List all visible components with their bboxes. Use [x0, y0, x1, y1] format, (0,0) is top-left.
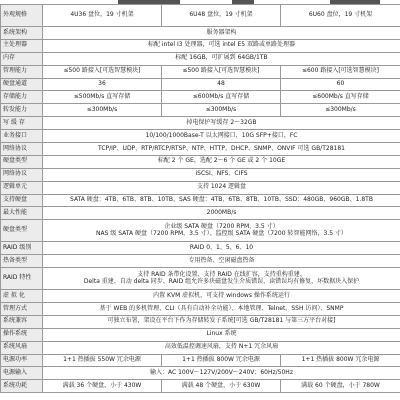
- row-label: 最大性能: [1, 207, 43, 220]
- spec-row: [1, 341, 400, 354]
- row-cell: ≤600 路接入[可选智慧模块]: [281, 65, 400, 78]
- row-cell: ≤300Mb/s: [162, 104, 281, 117]
- row-label: 逻辑单元: [1, 181, 43, 194]
- header-model: 6U48 盘位，19 寸机架: [162, 5, 281, 27]
- spec-row: [1, 27, 400, 40]
- spec-row: [1, 155, 400, 168]
- row-label: 系统风扇: [1, 341, 43, 354]
- row-cell: 满载 48 个硬盘，小于 630W: [162, 380, 281, 393]
- row-value: 掉电保护写缓存 2～32GB: [43, 117, 400, 130]
- row-value: 高效低温控调速风扇，支持 N+1 冗余风扇: [43, 341, 400, 354]
- row-cell: ≤300Mb/s: [43, 104, 162, 117]
- spec-row: [1, 290, 400, 303]
- row-cell: ≤500Mb/s 直写存储: [43, 91, 162, 104]
- row-value: 内置 KVM 虚拟机，可支持 windows 操作系统运行: [43, 290, 400, 303]
- spec-row: [1, 143, 400, 156]
- spec-row: [1, 130, 400, 143]
- spec-row: [1, 117, 400, 130]
- row-label: RAID 级别: [1, 242, 43, 255]
- spec-row: [1, 354, 400, 367]
- row-value: 标配 16GB，可扩展到 64GB/1TB: [43, 52, 400, 65]
- header-model: 4U36 盘位，19 寸机架: [43, 5, 162, 27]
- row-value: 服务器架构: [43, 27, 400, 40]
- row-value: 基于 WEB 的多机管理、CLI（具有自动补全功能）、本地管理、Telnet、SSH 访问）、SNMP: [43, 303, 400, 316]
- row-label: 电源功率: [1, 354, 43, 367]
- row-cell: 满载 60 个硬盘，小于 780W: [281, 380, 400, 393]
- spec-row: [1, 52, 400, 65]
- spec-row: [1, 39, 400, 52]
- row-cell: ≤600Mb/s 直写存储: [281, 91, 400, 104]
- spec-row: [1, 78, 400, 91]
- row-label: 网络协议: [1, 143, 43, 156]
- spec-row: [1, 91, 400, 104]
- row-value: 10/100/1000Base-T 以太网接口，10G SFP+接口，FC: [43, 130, 400, 143]
- row-cell: ≤500 路接入[可选智慧模块]: [43, 65, 162, 78]
- spec-row: [1, 367, 400, 380]
- row-label: 网络协议: [1, 168, 43, 181]
- row-cell: 36: [43, 78, 162, 91]
- row-value: SATA 硬盘：4TB、6TB、8TB、10TB、SAS 硬盘：4TB、6TB、8TB、10TB、SSD：480GB、960GB、1.8TB: [43, 194, 400, 207]
- header-model: 6U60 盘位，19 寸机架: [281, 5, 400, 27]
- row-label: 电源输入: [1, 367, 43, 380]
- row-value: RAID 0、1、5、6、10: [43, 242, 400, 255]
- row-label: 主处理器: [1, 39, 43, 52]
- row-label: RAID 特性: [1, 268, 43, 290]
- row-label: 写 缓 存: [1, 117, 43, 130]
- row-label: 支持硬盘: [1, 194, 43, 207]
- spec-row: [1, 168, 400, 181]
- spec-row: [1, 242, 400, 255]
- row-value: 支持 RAID 条带化设置、支持 RAID 在线扩容，支持重构重建、 Delta 重建、自动 delta 同步、RAID 组允许多块磁盘发生介质错误、读错误均有修复，坏数据块入保护: [43, 268, 400, 290]
- spec-row: [1, 220, 400, 242]
- row-label: 管理方式: [1, 303, 43, 316]
- spec-row: [1, 194, 400, 207]
- spec-row: [1, 268, 400, 290]
- spec-row: [1, 207, 400, 220]
- row-cell: ≤500 路接入[可选智慧模块]: [162, 65, 281, 78]
- row-cell: ≤600Mb/s 直写存储: [162, 91, 281, 104]
- row-value: 可独立布署，架设在平台下作为存储转发子系统[可选 GB/T28181 与第三方平台对接]: [43, 315, 400, 328]
- spec-row: [1, 181, 400, 194]
- row-value: TCP/IP、UDP、RTP/RTCP/RTSP、NTP、HTTP、DHCP、SNMP、ONVIF 可选 GB/T28181: [43, 143, 400, 156]
- row-value: 标配 intel I3 处理器，可选 intel E5 双路或单路处理器: [43, 39, 400, 52]
- row-cell: 60: [281, 78, 400, 91]
- row-value: 标配 2 个 GE，选配 2～6 个 GE 或 2 个 10GE: [43, 155, 400, 168]
- row-value: 2000MB/s: [43, 207, 400, 220]
- row-label: 系统架构: [1, 27, 43, 40]
- spec-row: [1, 380, 400, 393]
- row-value: 支持 1024 逻辑盘: [43, 181, 400, 194]
- row-label: 虚 拟 化: [1, 290, 43, 303]
- row-label: 系统功耗: [1, 380, 43, 393]
- spec-table: [0, 4, 400, 393]
- spec-row: [1, 328, 400, 341]
- row-label: 业务接口: [1, 130, 43, 143]
- row-value: Linux 系统: [43, 328, 400, 341]
- row-label: 热备类型: [1, 255, 43, 268]
- row-cell: 1+1 热插拔 550W 冗余电源: [43, 354, 162, 367]
- row-cell: 1+1 热插拔 800W 冗余电源: [162, 354, 281, 367]
- spec-row: [1, 303, 400, 316]
- row-label: 系统兼容: [1, 315, 43, 328]
- row-cell: 1+1 热插拔 800W 冗余电源: [281, 354, 400, 367]
- spec-header-row: [1, 5, 400, 27]
- row-value: iSCSI、NFS、CIFS: [43, 168, 400, 181]
- spec-row: [1, 104, 400, 117]
- row-value: 专用热备、空闲磁盘热备: [43, 255, 400, 268]
- row-label: 操作系统: [1, 328, 43, 341]
- row-cell: ≤300Mb/s: [281, 104, 400, 117]
- row-cell: 满载 36 个硬盘，小于 430W: [43, 380, 162, 393]
- spec-row: [1, 255, 400, 268]
- row-label: 存储能力: [1, 91, 43, 104]
- row-value: 企业级 SATA 硬盘（7200 RPM，3.5 寸） NAS 级 SATA 硬盘（7200 RPM，3.5 寸）、监控级 SATA 硬盘（7200 转智能网络，3.5 寸）: [43, 220, 400, 242]
- row-cell: 48: [162, 78, 281, 91]
- spec-row: [1, 65, 400, 78]
- row-label: 内存: [1, 52, 43, 65]
- row-label: 管理能力: [1, 65, 43, 78]
- spec-row: [1, 315, 400, 328]
- header-label: 外观规格: [1, 5, 43, 27]
- row-label: 硬盘通道: [1, 78, 43, 91]
- row-label: 硬盘类型: [1, 220, 43, 242]
- row-label: 转发能力: [1, 104, 43, 117]
- row-label: 硬盘类型: [1, 155, 43, 168]
- row-value: 输入：AC 100V～127V/200V～240V；60Hz/50Hz: [43, 367, 400, 380]
